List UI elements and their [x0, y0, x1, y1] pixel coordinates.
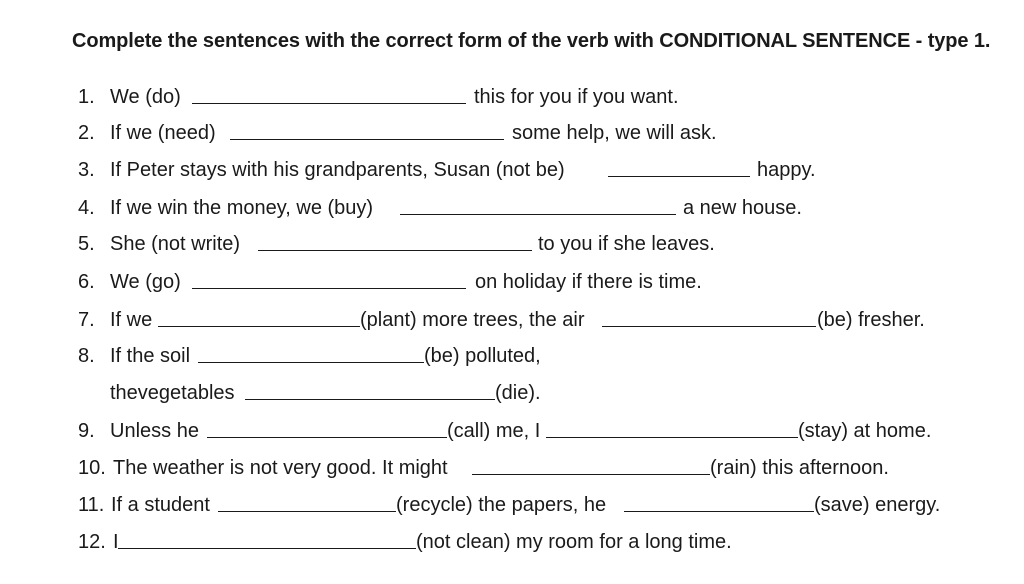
item-number: 12.	[78, 531, 106, 553]
item-number: 10.	[78, 457, 106, 479]
sentence-text: We (do)	[110, 86, 181, 108]
sentence-text: The weather is not very good. It might	[113, 457, 448, 479]
item-number: 11.	[78, 494, 105, 516]
sentence-text: If we	[110, 309, 153, 331]
item-number: 4.	[78, 197, 95, 219]
sentence-text: (call) me, I	[447, 420, 541, 442]
sentence-text: (recycle) the papers, he	[396, 494, 607, 516]
answer-blank[interactable]	[546, 419, 798, 438]
sentence-text: (stay) at home.	[798, 420, 932, 442]
item-number: 3.	[78, 159, 95, 181]
sentence-text: We (go)	[110, 271, 181, 293]
sentence-text: Unless he	[110, 420, 199, 442]
sentence-text: (be) fresher.	[817, 309, 925, 331]
sentence-text: (die).	[495, 382, 541, 404]
item-number: 6.	[78, 271, 95, 293]
answer-blank[interactable]	[230, 121, 504, 140]
item-number: 9.	[78, 420, 95, 442]
sentence-text: She (not write)	[110, 233, 241, 255]
answer-blank[interactable]	[400, 196, 676, 215]
answer-blank[interactable]	[118, 530, 416, 549]
item-number: 8.	[78, 345, 95, 367]
answer-blank[interactable]	[158, 308, 360, 327]
sentence-text: a new house.	[683, 197, 802, 219]
item-number: 5.	[78, 233, 95, 255]
sentence-text: (not clean) my room for a long time.	[416, 531, 732, 553]
answer-blank[interactable]	[198, 344, 424, 363]
item-number: 2.	[78, 122, 95, 144]
sentence-text: If a student	[111, 494, 210, 516]
item-number: 7.	[78, 309, 95, 331]
item-number: 1.	[78, 86, 95, 108]
sentence-text: I	[113, 531, 119, 553]
answer-blank[interactable]	[192, 85, 466, 104]
sentence-text: to you if she leaves.	[538, 233, 715, 255]
answer-blank[interactable]	[192, 270, 466, 289]
sentence-text: (save) energy.	[814, 494, 941, 516]
sentence-text: this for you if you want.	[474, 86, 679, 108]
answer-blank[interactable]	[608, 158, 750, 177]
sentence-text: (rain) this afternoon.	[710, 457, 889, 479]
answer-blank[interactable]	[602, 308, 816, 327]
sentence-text: on holiday if there is time.	[475, 271, 702, 293]
answer-blank[interactable]	[472, 456, 710, 475]
answer-blank[interactable]	[245, 381, 495, 400]
answer-blank[interactable]	[258, 232, 532, 251]
sentence-text: If we (need)	[110, 122, 216, 144]
sentence-text: (plant) more trees, the air	[360, 309, 585, 331]
answer-blank[interactable]	[218, 493, 396, 512]
answer-blank[interactable]	[207, 419, 447, 438]
sentence-text: If we win the money, we (buy)	[110, 197, 374, 219]
sentence-text: some help, we will ask.	[512, 122, 717, 144]
sentence-text: If Peter stays with his grandparents, Susan (not be)	[110, 159, 565, 181]
sentence-text: thevegetables	[110, 382, 235, 404]
sentence-text: If the soil	[110, 345, 191, 367]
sentence-text: happy.	[757, 159, 816, 181]
sentence-text: (be) polluted,	[424, 345, 541, 367]
exercise-title: Complete the sentences with the correct form of the verb with CONDITIONAL SENTENCE - type 1.	[72, 30, 991, 52]
answer-blank[interactable]	[624, 493, 814, 512]
